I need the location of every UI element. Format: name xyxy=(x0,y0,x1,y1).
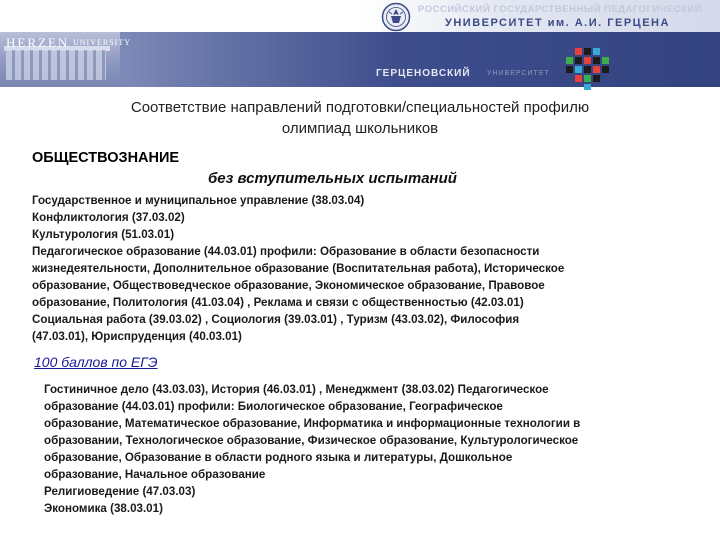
herzen-brand-sub: УНИВЕРСИТЕТ xyxy=(487,70,550,77)
list-line: Экономика (38.03.01) xyxy=(44,502,163,515)
herzen-wordmark: HERZEN xyxy=(6,35,70,50)
section-no-exams-heading: без вступительных испытаний xyxy=(208,170,457,187)
list-line: образование, Образование в области родного языка и литературы, Дошкольное xyxy=(44,451,513,464)
list-line: образование, Политология (41.03.04) , Реклама и связи с общественностью (42.03.01) xyxy=(32,296,524,309)
university-name-line1: РОССИЙСКИЙ ГОСУДАРСТВЕННЫЙ ПЕДАГОГИЧЕСКИЙ xyxy=(418,4,703,15)
list-line: Гостиничное дело (43.03.03), История (46.03.01) , Менеджмент (38.03.02) Педагогическое xyxy=(44,383,549,396)
herzen-brand-name: ГЕРЦЕНОВСКИЙ xyxy=(376,68,471,79)
list-line: жизнедеятельности, Дополнительное образование (Воспитательная работа), Историческое xyxy=(32,262,565,275)
slide-title xyxy=(40,97,680,139)
building-facade xyxy=(6,50,106,80)
list-line: Культурология (51.03.01) xyxy=(32,228,175,241)
header-banner xyxy=(0,0,720,92)
list-line: образование, Начальное образование xyxy=(44,468,266,481)
list-line: образование (44.03.01) профили: Биологическое образование, Географическое xyxy=(44,400,503,413)
herzen-wordmark-sub: UNIVERSITY xyxy=(73,38,131,47)
cube-grid-logo-icon xyxy=(565,48,615,90)
list-line: Религиоведение (47.03.03) xyxy=(44,485,196,498)
section-no-exams-list xyxy=(32,192,692,345)
list-line: образование, Обществоведческое образование, Экономическое образование, Правовое xyxy=(32,279,545,292)
slide-title-line2: олимпиад школьников xyxy=(281,120,439,137)
university-emblem-icon xyxy=(381,2,411,32)
subject-heading: ОБЩЕСТВОЗНАНИЕ xyxy=(32,150,180,166)
list-line: Конфликтология (37.03.02) xyxy=(32,211,185,224)
section-100-points-list xyxy=(44,381,704,517)
slide-title-line1: Соответствие направлений подготовки/специальностей профилю xyxy=(130,99,590,116)
list-line: Государственное и муниципальное управление (38.03.04) xyxy=(32,194,365,207)
list-line: образование, Математическое образование, Информатика и информационные технологии в xyxy=(44,417,581,430)
section-100-points-heading: 100 баллов по ЕГЭ xyxy=(34,354,158,370)
list-line: Педагогическое образование (44.03.01) профили: Образование в области безопасности xyxy=(32,245,540,258)
list-line: Социальная работа (39.03.02) , Социология (39.03.01) , Туризм (43.03.02), Философия xyxy=(32,313,520,326)
university-name-line2: УНИВЕРСИТЕТ им. А.И. ГЕРЦЕНА xyxy=(445,17,670,29)
list-line: (47.03.01), Юриспруденция (40.03.01) xyxy=(32,330,242,343)
list-line: образовании, Технологическое образование, Физическое образование, Культурологическое xyxy=(44,434,579,447)
